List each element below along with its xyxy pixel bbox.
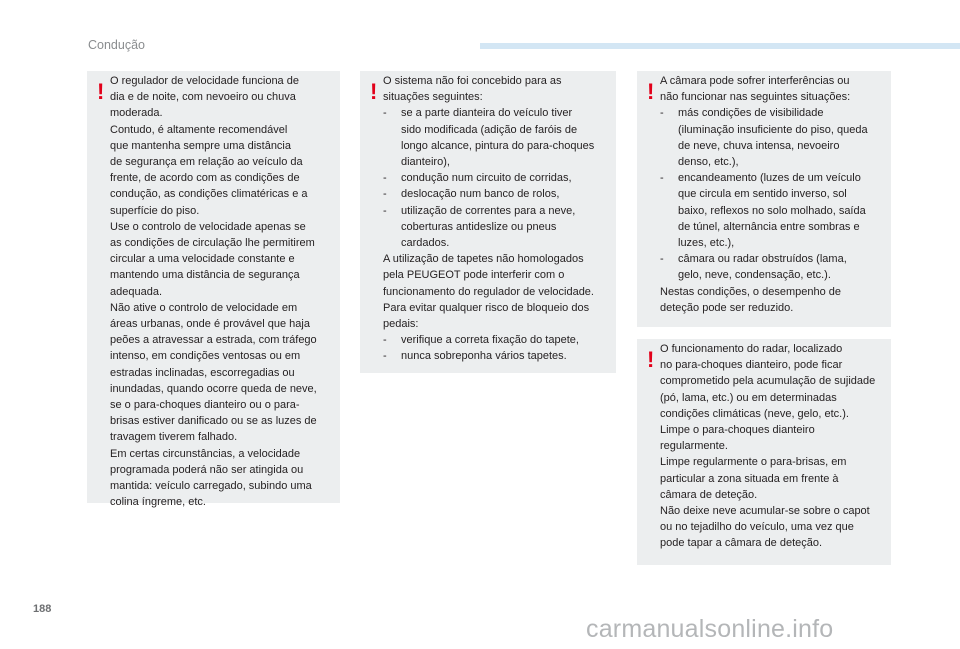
page-number: 188 (33, 603, 52, 615)
text-line: verifique a correta fixação do tapete, (401, 334, 579, 347)
text-line: pode tapar a câmara de deteção. (660, 537, 823, 550)
text-line: cardados. (401, 237, 450, 250)
list-item (383, 105, 610, 170)
text-line: regularmente. (660, 440, 728, 453)
text-line: não funcionar nas seguintes situações: (660, 91, 851, 104)
text-line: condução, as condições climatéricas e a (110, 188, 308, 201)
section-title: Condução (88, 38, 145, 52)
text-line: câmara ou radar obstruídos (lama, (678, 253, 847, 266)
text-line: se o para-choques dianteiro ou o para- (110, 399, 300, 412)
text-line: Nestas condições, o desempenho de (660, 285, 842, 298)
text-line: superfície do piso. (110, 204, 200, 217)
warning-icon: ! (647, 79, 655, 104)
text-line: de neve, chuva intensa, nevoeiro (678, 139, 840, 152)
text-line: dianteiro), (401, 156, 450, 169)
text-line: sido modificada (adição de faróis de (401, 123, 578, 136)
text-line: (pó, lama, etc.) ou em determinadas (660, 391, 837, 404)
text-line: O sistema não foi concebido para as (383, 75, 562, 87)
warning-box-camera (637, 71, 891, 327)
bullet-dash: - (383, 172, 387, 185)
text-line: intenso, em condições ventosas ou em (110, 350, 301, 363)
text-line: gelo, neve, condensação, etc.). (678, 269, 831, 282)
text-line: frente, de acordo com as condições de (110, 172, 300, 185)
text-line: Limpe o para-choques dianteiro (660, 424, 815, 437)
list-item (383, 186, 610, 202)
list-item (660, 170, 885, 251)
warning-box-radar (637, 339, 891, 565)
text-line: brisas estiver danificado ou se as luzes de (110, 415, 317, 428)
text-line: A câmara pode sofrer interferências ou (660, 75, 850, 87)
text-line: inundadas, quando ocorre queda de neve, (110, 382, 317, 395)
warning-text (383, 73, 610, 365)
text-line: Não deixe neve acumular-se sobre o capot (660, 505, 870, 518)
list-item (383, 170, 610, 186)
warning-text (660, 73, 885, 316)
text-line: circular a uma velocidade constante e (110, 253, 295, 266)
text-line: situações seguintes: (383, 91, 483, 104)
text-line: baixo, reflexos no solo molhado, saída (678, 204, 866, 217)
text-line: O regulador de velocidade funciona de (110, 75, 299, 87)
text-line: de túnel, alternância entre sombras e (678, 220, 860, 233)
text-line: más condições de visibilidade (678, 107, 824, 120)
text-line: moderada. (110, 107, 163, 120)
header-bar (480, 43, 960, 49)
text-line: mantida: veículo carregado, subindo uma (110, 480, 312, 493)
text-line: Contudo, é altamente recomendável (110, 123, 288, 136)
text-line: colina íngreme, etc. (110, 496, 206, 509)
bullet-dash: - (383, 350, 387, 363)
warning-text (110, 73, 334, 510)
text-line: particular a zona situada em frente à (660, 472, 839, 485)
watermark: carmanualsonline.info (586, 615, 834, 643)
text-line: peões a atravessar a estrada, com tráfego (110, 334, 317, 347)
text-line: longo alcance, pintura do para-choques (401, 139, 595, 152)
text-line: câmara de deteção. (660, 488, 758, 501)
warning-icon: ! (370, 79, 378, 104)
bullet-dash: - (383, 334, 387, 347)
text-line: Use o controlo de velocidade apenas se (110, 220, 306, 233)
bullet-dash: - (660, 172, 664, 185)
text-line: encandeamento (luzes de um veículo (678, 172, 861, 185)
bullet-dash: - (383, 107, 387, 120)
bullet-dash: - (660, 253, 664, 266)
text-line: condução num circuito de corridas, (401, 172, 572, 185)
text-line: coberturas antideslize ou pneus (401, 220, 557, 233)
text-line: Não ative o controlo de velocidade em (110, 301, 298, 314)
text-line: condições climáticas (neve, gelo, etc.). (660, 407, 849, 420)
text-line: Para evitar qualquer risco de bloqueio dos (383, 301, 590, 314)
text-line: adequada. (110, 285, 162, 298)
list-item (383, 332, 610, 348)
text-line: A utilização de tapetes não homologados (383, 253, 584, 266)
text-line: denso, etc.), (678, 156, 739, 169)
text-line: no para-choques dianteiro, pode ficar (660, 359, 843, 372)
text-line: nunca sobreponha vários tapetes. (401, 350, 567, 363)
warning-text (660, 341, 885, 552)
text-line: pela PEUGEOT pode interferir com o (383, 269, 565, 282)
text-line: funcionamento do regulador de velocidade. (383, 285, 594, 298)
text-line: deslocação num banco de rolos, (401, 188, 560, 201)
list-item (383, 348, 610, 364)
text-line: Limpe regularmente o para-brisas, em (660, 456, 847, 469)
text-line: de segurança em relação ao veículo da (110, 156, 303, 169)
text-line: que mantenha sempre uma distância (110, 139, 291, 152)
warning-box-cruise-control (87, 71, 340, 509)
list-item (660, 251, 885, 283)
text-line: estradas inclinadas, escorregadias ou (110, 366, 295, 379)
list-item (383, 203, 610, 252)
text-line: se a parte dianteira do veículo tiver (401, 107, 573, 120)
text-line: que circula em sentido inverso, sol (678, 188, 847, 201)
text-line: deteção pode ser reduzido. (660, 301, 794, 314)
text-line: áreas urbanas, onde é provável que haja (110, 318, 310, 331)
text-line: pedais: (383, 318, 419, 331)
text-line: utilização de correntes para a neve, (401, 204, 576, 217)
text-line: programada poderá não ser atingida ou (110, 463, 304, 476)
warning-icon: ! (97, 79, 105, 104)
text-line: luzes, etc.), (678, 237, 735, 250)
text-line: dia e de noite, com nevoeiro ou chuva (110, 91, 296, 104)
text-line: O funcionamento do radar, localizado (660, 343, 843, 355)
text-line: Em certas circunstâncias, a velocidade (110, 447, 301, 460)
bullet-dash: - (383, 188, 387, 201)
text-line: travagem tiverem falhado. (110, 431, 238, 444)
bullet-dash: - (660, 107, 664, 120)
text-line: comprometido pela acumulação de sujidade (660, 375, 876, 388)
text-line: ou no tejadilho do veículo, uma vez que (660, 521, 854, 534)
warning-icon: ! (647, 347, 655, 372)
list-item (660, 105, 885, 170)
warning-box-system-limits (360, 71, 616, 373)
text-line: as condições de circulação lhe permitirem (110, 237, 315, 250)
text-line: mantendo uma distância de segurança (110, 269, 300, 282)
bullet-dash: - (383, 204, 387, 217)
text-line: (iluminação insuficiente do piso, queda (678, 123, 868, 136)
